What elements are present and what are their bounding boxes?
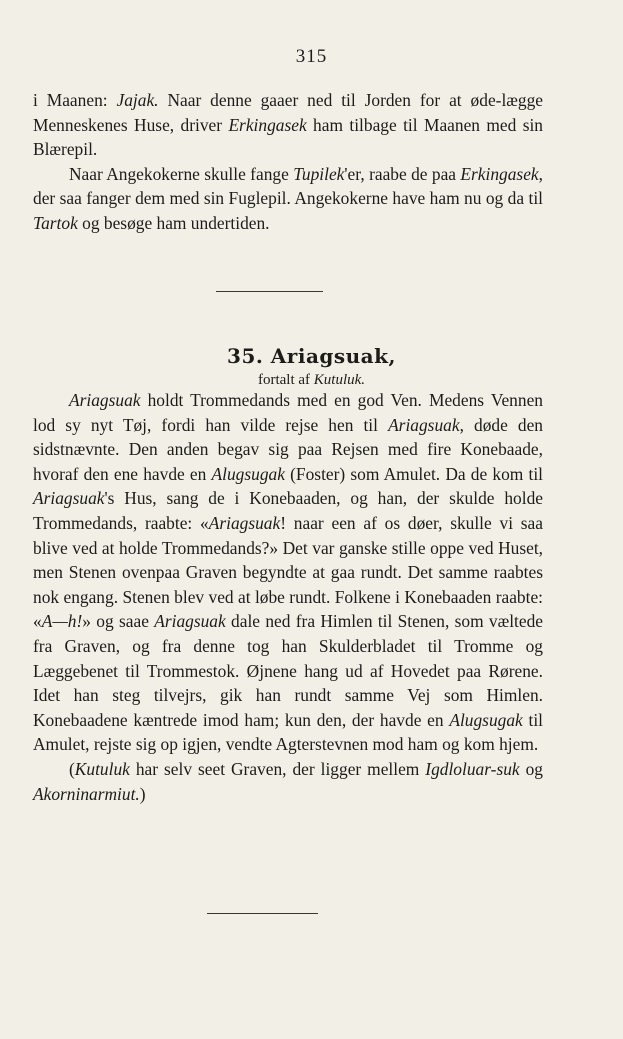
story-paragraph-1: Ariagsuak holdt Trommedands med en god Ven. Medens Vennen lod sy nyt Tøj, fordi han vilde rejse hen til Ariagsuak, døde den sidstnævnte. Den anden begav sig paa Rejsen med fire Konebaade, hvoraf den ene havde en Alugsugak (Foster) som Amulet. Da de kom til Ariagsuak's Hus, sang de i Konebaaden, og han, der skulde holde Trommedands, raabte: «Ariagsuak! naar een af os døer, skulle vi saa blive ved at holde Trommedands?» Det var ganske stille oppe ved Huset, men Stenen ovenpaa Graven begyndte at gaa rundt. Det samme raabtes nok engang. Stenen blev ved at løbe rundt. Folkene i Konebaaden raabte: «A—h!» og saae Ariagsuak dale ned fra Himlen til Stenen, som væltede fra Graven, og fra denne tog han Skulderbladet til Tromme og Læggebenet til Trommestok. Øjnene hang ud af Hovedet paa Rørene. Idet han steg tilvejrs, gik han rundt samme Vej som Himlen. Konebaadene kæntrede imod ham; kun den, der havde en Alugsugak til Amulet, rejste sig op igjen, vendte Agterstevnen mod ham og kom hjem.: [33, 390, 544, 755]
section-subheading: fortalt af Kutuluk.: [257, 372, 366, 388]
section-divider-top: [216, 291, 323, 292]
story-paragraph-2: (Kutuluk har selv seet Graven, der ligger mellem Igdloluar-suk og Akorninarmiut.): [33, 758, 543, 804]
section-divider-bottom: [207, 913, 318, 914]
top-paragraph-2: Naar Angekokerne skulle fange Tupilek'er, raabe de paa Erkingasek, der saa fanger dem med sin Fuglepil. Angekokerne have ham nu og da til Tartok og besøge ham undertiden.: [33, 163, 543, 233]
top-text: [33, 88, 543, 236]
section-heading: 35. Ariagsuak,: [227, 344, 396, 368]
top-paragraph-1: i Maanen: Jajak. Naar denne gaaer ned til Jorden for at øde-lægge Menneskenes Huse, driver Erkingasek ham tilbage til Maanen med sin Blærepil.: [33, 90, 544, 160]
page-number: 315: [295, 46, 328, 67]
story-text: [33, 388, 543, 806]
